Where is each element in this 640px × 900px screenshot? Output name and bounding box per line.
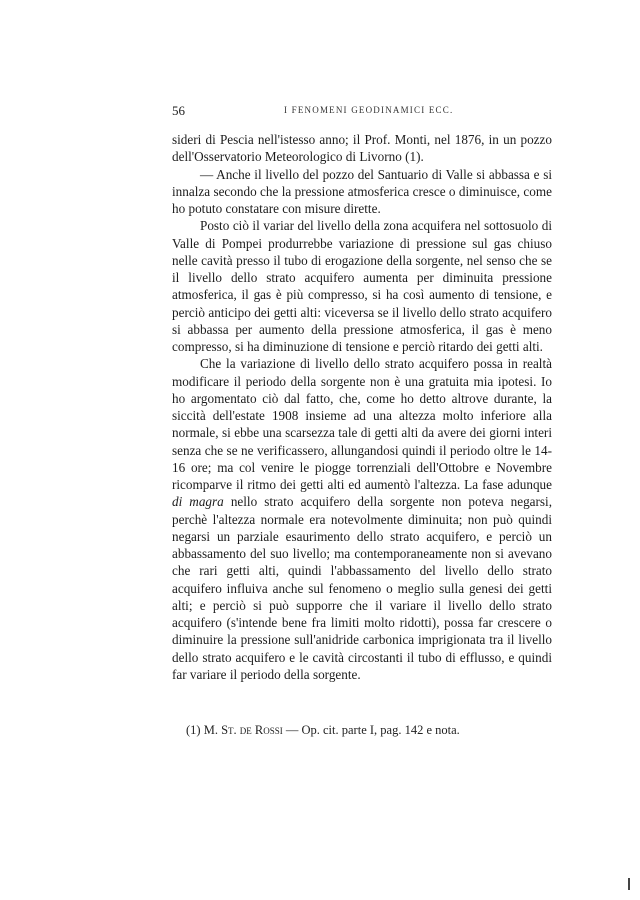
footnote-author: M. St. de Rossi bbox=[203, 723, 283, 737]
paragraph-1: sideri di Pescia nell'istesso anno; il Prof. Monti, nel 1876, in un pozzo dell'Osservatorio Meteorologico di Livorno (1). bbox=[172, 132, 552, 165]
page-number: 56 bbox=[172, 103, 185, 118]
running-header bbox=[172, 103, 552, 119]
paragraph-4-text-after: nello strato acquifero della sorgente non poteva negarsi, perchè l'altezza normale era notevolmente diminuita; non può quindi negarsi un parziale esaurimento dello strato acquifero, e perciò un abbassamento del suo livello; ma contemporaneamente non si avevano che rari getti alti, quindi l'abbassamento del livello dello strato acquifero influiva anche sul fenomeno o meglio sulla genesi dei getti alti; e perciò si può supporre che il variare il livello dello strato acquifero (s'intende bene fra limiti molto ridotti), possa far crescere o diminuire la pressione sull'anidride carbonica imprigionata tra il livello dello strato acquifero e le cavità circostanti il tubo di efflusso, e quindi far variare il periodo della sorgente. bbox=[172, 494, 552, 682]
body-text bbox=[172, 131, 552, 683]
footnote bbox=[186, 722, 566, 738]
header-title: I FENOMENI GEODINAMICI ECC. bbox=[284, 105, 454, 115]
scan-edge-mark bbox=[628, 878, 630, 890]
footnote-marker: (1) bbox=[186, 723, 201, 737]
footnote-reference: — Op. cit. parte I, pag. 142 e nota. bbox=[285, 723, 460, 737]
paragraph-2: — Anche il livello del pozzo del Santuario di Valle si abbassa e si innalza secondo che la pressione atmosferica cresce o diminuisce, come ho potuto constatare con misure dirette. bbox=[172, 166, 552, 216]
paragraph-4 bbox=[172, 355, 552, 683]
paragraph-4-italic: di magra bbox=[172, 494, 224, 510]
paragraph-3: Posto ciò il variar del livello della zona acquifera nel sottosuolo di Valle di Pompei produrrebbe variazione di pressione sul gas chiuso nelle cavità presso il tubo di erogazione della sorgente, nel senso che se il livello dello strato acquifero aumenta per diminuita pressione atmosferica, il gas è più compresso, si ha così aumento di tensione, e perciò anticipo dei getti alti: viceversa se il livello dello strato acquifero si abbassa per aumento della pressione atmosferica, il gas è meno compresso, si ha diminuzione di tensione e perciò ritardo dei getti alti. bbox=[172, 218, 552, 354]
paragraph-4-text-before: Che la variazione di livello dello strato acquifero possa in realtà modificare il periodo della sorgente non è una gratuita mia ipotesi. Io ho argomentato ciò dal fatto, che, come ho detto altrove durante, la siccità dell'estate 1908 insieme ad una altezza molto inferiore alla normale, si ebbe una scarsezza tale di getti alti da avere dei giorni interi senza che se ne verificassero, allungandosi quindi il periodo oltre le 14-16 ore; ma col venire le piogge torrenziali dell'Ottobre e Novembre ricomparve il ritmo dei getti alti ed aumentò l'altezza. La fase adunque bbox=[172, 356, 552, 492]
